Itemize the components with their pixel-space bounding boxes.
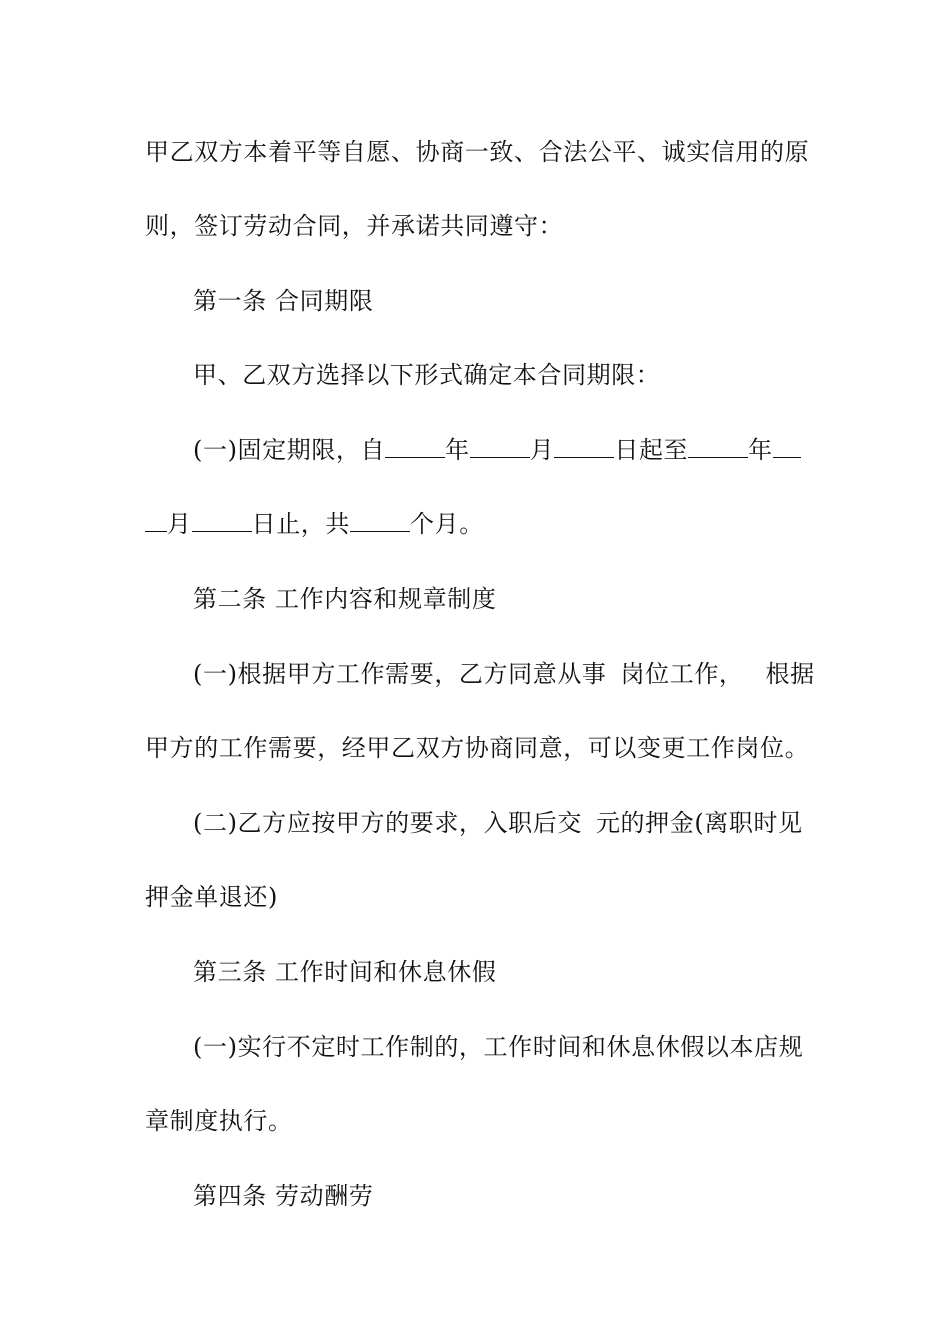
text-segment: 年: [445, 436, 470, 464]
article-heading: 第一条 合同期限: [193, 287, 374, 315]
text-segment: 元的押金(离职时见: [595, 809, 803, 837]
blank-field: [192, 509, 252, 532]
fixed-term-line-continued: [145, 509, 815, 539]
text-segment: 年: [748, 436, 773, 464]
blank-field: [470, 435, 530, 458]
text-segment: (一)根据甲方工作需要，乙方同意从事: [193, 660, 607, 688]
article-heading: 第三条 工作时间和休息休假: [193, 958, 497, 986]
fixed-term-line: [193, 435, 815, 465]
text-segment: 根据: [765, 660, 815, 688]
article-heading: 第四条 劳动酬劳: [193, 1182, 374, 1210]
text-segment: 月: [167, 510, 192, 538]
blank-field: [554, 435, 614, 458]
text-segment: (二)乙方应按甲方的要求，入职后交: [193, 809, 582, 837]
blank-field: [688, 435, 748, 458]
blank-field: [773, 435, 801, 458]
blank-field: [385, 435, 445, 458]
text-segment: 岗位工作，: [620, 660, 744, 688]
paragraph-line: [193, 808, 815, 838]
paragraph-line: 甲乙双方本着平等自愿、协商一致、合法公平、诚实信用的原: [145, 138, 810, 166]
text-segment: 日止，共: [251, 510, 351, 538]
paragraph-line: 押金单退还): [145, 883, 278, 911]
paragraph-line: 甲方的工作需要，经甲乙双方协商同意，可以变更工作岗位。: [145, 734, 810, 762]
paragraph-line: 则，签订劳动合同，并承诺共同遵守：: [145, 212, 564, 240]
article-heading: 第二条 工作内容和规章制度: [193, 585, 497, 613]
paragraph-line: 甲、乙双方选择以下形式确定本合同期限：: [193, 361, 661, 389]
text-segment: 日起至: [614, 436, 689, 464]
blank-field: [350, 509, 410, 532]
text-segment: (一)固定期限，自: [193, 436, 386, 464]
text-segment: 个月。: [410, 510, 484, 538]
paragraph-line: (一)实行不定时工作制的，工作时间和休息休假以本店规: [193, 1033, 804, 1061]
paragraph-line: [193, 659, 815, 689]
blank-field: [145, 509, 167, 532]
text-segment: 月: [529, 436, 555, 464]
paragraph-line: 章制度执行。: [145, 1107, 293, 1135]
